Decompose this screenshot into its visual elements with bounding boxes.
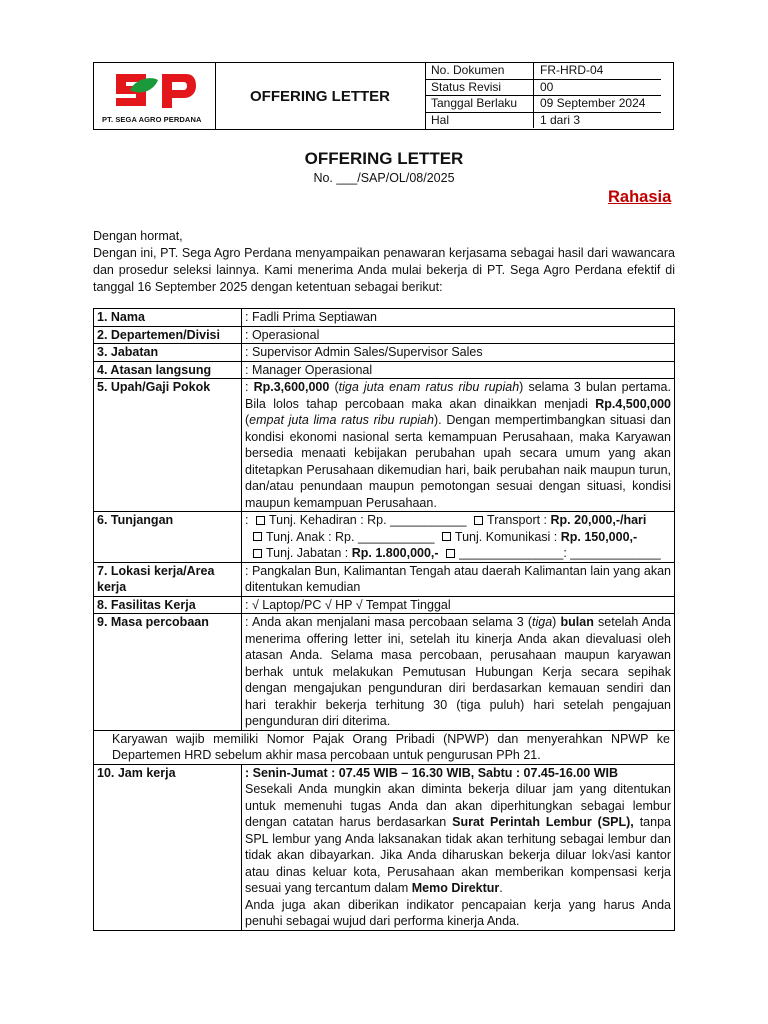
salary-amount-initial: Rp.3,600,000 — [253, 380, 330, 394]
row-label: 1. Nama — [94, 309, 242, 327]
allowance-communication-amount: Rp. 150,000,- — [560, 529, 638, 544]
document-info-table — [425, 63, 661, 128]
text-span: bulan — [560, 615, 594, 629]
row-label: 7. Lokasi kerja/Area kerja — [94, 562, 242, 596]
checkbox-icon — [442, 532, 451, 541]
allowance-other: _______________: _____________ — [459, 546, 661, 560]
table-row — [94, 562, 675, 596]
row-value: : Operasional — [242, 326, 675, 344]
row-value: : √ Laptop/PC √ HP √ Tempat Tinggal — [242, 596, 675, 614]
row-value: : Supervisor Admin Sales/Supervisor Sales — [242, 344, 675, 362]
checkbox-icon — [446, 549, 455, 558]
row-label: 3. Jabatan — [94, 344, 242, 362]
text-span: Surat Perintah Lembur (SPL), — [452, 815, 634, 829]
text-span: tanpa SPL lembur yang Anda laksanakan tidak akan terhitung sebagai lembur dan tidak akan dibayarkan. Jika Anda diharuskan bekerja diluar lok√asi kantor atau dinas keluar kota, Perusahaan akan memberikan kompensasi kerja sesuai yang tercantum dalam — [245, 815, 671, 895]
salary-words-final: empat juta lima ratus ribu rupiah — [249, 413, 434, 427]
checkbox-icon — [256, 516, 265, 525]
text-span: Memo Direktur — [411, 881, 500, 895]
info-row — [425, 96, 661, 113]
row-value: : Pangkalan Bun, Kalimantan Tengah atau daerah Kalimantan lain yang akan ditentukan kemudian — [242, 562, 675, 596]
row-label: 10. Jam kerja — [94, 764, 242, 930]
working-schedule: : Senin-Jumat : 07.45 WIB – 16.30 WIB, Sabtu : 07.45-16.00 WIB — [245, 765, 619, 780]
probation-text — [242, 614, 675, 731]
table-row — [94, 512, 675, 563]
intro-body: Dengan ini, PT. Sega Agro Perdana menyampaikan penawaran kerjasama sebagai hasil dari wawancara dan prosedur seleksi lainnya. Kami menerima Anda mulai bekerja di PT. Sega Agro Perdana efektif di tanggal 16 September 2025 dengan ketentuan sebagai berikut: — [93, 246, 675, 294]
text-span: Sesekali Anda mungkin akan diminta bekerja diluar jam yang ditentukan untuk memenuhi tugas Anda dan akan diperhitungkan sebagai lembur dengan catatan harus berdasarkan — [245, 782, 671, 829]
salary-words-initial: tiga juta enam ratus ribu rupiah — [338, 380, 520, 394]
table-row — [94, 379, 675, 512]
text-span: . Dengan mempertimbangkan situasi dan kondisi ekonomi nasional serta kemampuan Perusahaan, maka Karyawan bersedia menaati kebijakan perubahan upah secara umum yang akan ditetapkan Perusahaan dikemudian hari, baik perubahan naik maupun turun, dan/atau penundaan maupun pemotongan sesuai dengan situasi, kondisi maupun kemampuan Perusahaan. — [245, 413, 672, 510]
table-row — [94, 764, 675, 930]
row-label: 9. Masa percobaan — [94, 614, 242, 731]
row-label: 6. Tunjangan — [94, 512, 242, 563]
salary-amount-final: Rp.4,500,000 — [595, 396, 671, 411]
text-span: : Anda akan menjalani masa percobaan selama 3 ( — [245, 615, 533, 629]
text-span: ) — [552, 615, 561, 629]
table-row — [94, 344, 675, 362]
table-row — [94, 326, 675, 344]
table-row — [94, 614, 675, 731]
row-value: : Fadli Prima Septiawan — [242, 309, 675, 327]
allowance-attendance: Tunj. Kehadiran : Rp. ___________ — [268, 513, 467, 527]
row-label: 4. Atasan langsung — [94, 361, 242, 379]
text-span: . — [499, 881, 503, 895]
document-header — [93, 62, 674, 130]
table-row — [94, 730, 675, 764]
info-value: 09 September 2024 — [534, 96, 662, 113]
info-key: Status Revisi — [425, 79, 534, 96]
row-value: : Manager Operasional — [242, 361, 675, 379]
intro-section — [93, 228, 675, 296]
text-span: selama 3 bulan pertama. Bila lolos tahap percobaan maka akan dinaikkan menjadi — [245, 380, 671, 411]
text-span: setelah Anda menerima offering letter ini, setelah itu kinerja Anda akan dievaluasi oleh atasan Anda. Selama masa percobaan, perusahaan maupun karyawan berhak untuk melakukan Pemutusan Hubungan Kerja secara sepihak dengan mengajukan pengunduran diri berdasarkan kemauan sendiri dan hari terakhir bekerja terhitung 30 (tiga puluh) hari setelah pengajuan pengunduran diri diterima. — [245, 615, 672, 728]
info-key: Tanggal Berlaku — [425, 96, 534, 113]
table-row — [94, 596, 675, 614]
checkbox-icon — [253, 532, 262, 541]
allowance-position: Tunj. Jabatan : — [266, 546, 349, 560]
table-row — [94, 309, 675, 327]
checkbox-icon — [253, 549, 262, 558]
company-logo — [94, 63, 216, 129]
form-title: OFFERING LETTER — [215, 63, 426, 129]
working-hours-text — [242, 764, 675, 930]
row-label: 2. Departemen/Divisi — [94, 326, 242, 344]
company-name: PT. SEGA AGRO PERDANA — [102, 115, 202, 124]
npwp-note: Karyawan wajib memiliki Nomor Pajak Orang Pribadi (NPWP) dan menyerahkan NPWP ke Departemen HRD sebelum akhir masa percobaan untuk pengurusan PPh 21. — [94, 730, 675, 764]
allowance-child: Tunj. Anak : Rp. ___________ — [266, 529, 435, 544]
document-number: No. ___/SAP/OL/08/2025 — [313, 171, 455, 185]
info-key: No. Dokumen — [425, 63, 534, 79]
kpi-text: Anda juga akan diberikan indikator pencapaian kerja yang harus Anda penuhi sebagai wujud dari performa kinerja Anda. — [245, 897, 671, 928]
terms-table — [93, 308, 675, 931]
text-span: : — [245, 380, 254, 394]
allowance-line — [245, 545, 671, 562]
allowance-communication: Tunj. Komunikasi : — [454, 529, 558, 544]
info-row — [425, 79, 661, 96]
text-span: tiga — [532, 615, 553, 629]
allowance-list — [242, 512, 675, 563]
info-row — [425, 112, 661, 128]
info-value: 00 — [534, 79, 662, 96]
info-row — [425, 63, 661, 79]
greeting: Dengan hormat, — [93, 229, 183, 243]
document-title: OFFERING LETTER — [304, 149, 464, 168]
row-label: 8. Fasilitas Kerja — [94, 596, 242, 614]
info-value: FR-HRD-04 — [534, 63, 662, 79]
allowance-transport-amount: Rp. 20,000,-/hari — [550, 513, 647, 527]
info-value: 1 dari 3 — [534, 112, 662, 128]
checkbox-icon — [474, 516, 483, 525]
table-row — [94, 361, 675, 379]
allowance-transport: Transport : — [487, 513, 548, 527]
info-key: Hal — [425, 112, 534, 128]
allowance-position-amount: Rp. 1.800,000,- — [351, 546, 439, 560]
overtime-text — [245, 781, 671, 897]
confidential-label: Rahasia — [608, 188, 672, 206]
row-label: 5. Upah/Gaji Pokok — [94, 379, 242, 512]
allowance-line — [245, 529, 671, 546]
allowance-line: : Tunj. Kehadiran : Rp. ___________ Transport : Rp. 20,000,-/hari — [245, 513, 647, 527]
sap-logo-icon — [112, 68, 198, 112]
salary-text: : Rp.3,600,000 (tiga juta enam ratus ribu rupiah) selama 3 bulan pertama. Bila lolos tahap percobaan maka akan dinaikkan menjadi Rp.4,500,000 (empat juta lima ratus ribu rupiah). Dengan mempertimbangkan situasi dan kondisi ekonomi nasional serta kemampuan Perusahaan, maka Karyawan bersedia menaati kebijakan perubahan upah secara umum yang akan ditetapkan Perusahaan dikemudian hari, baik perubahan naik maupun turun, dan/atau penundaan maupun pemotongan sesuai dengan situasi, kondisi maupun kemampuan Perusahaan. — [242, 379, 675, 512]
